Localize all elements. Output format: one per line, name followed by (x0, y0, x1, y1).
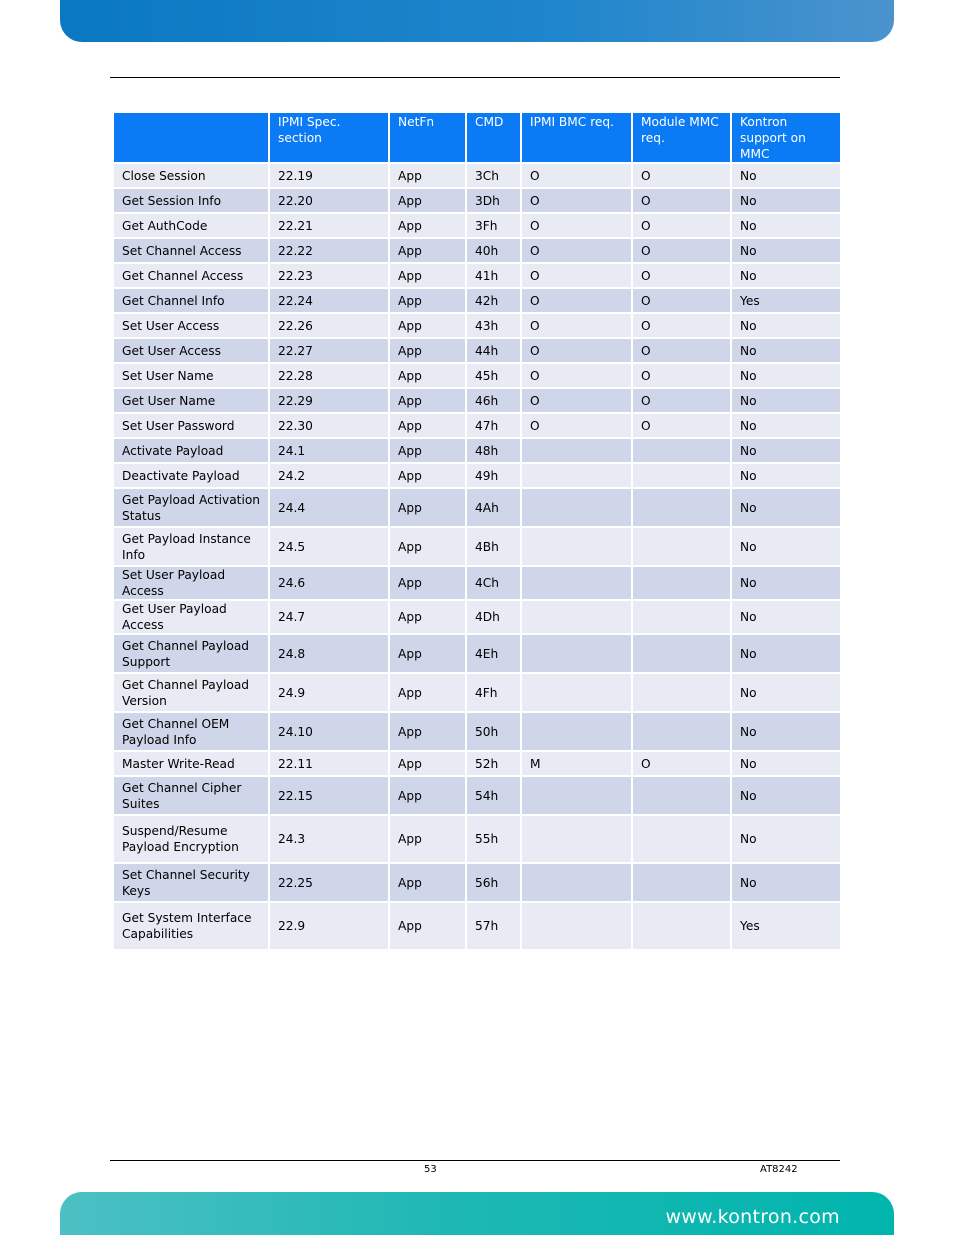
cell-mmc-req (631, 901, 730, 949)
cell-command: Get Channel Payload Support (114, 633, 268, 672)
cell-command: Get User Name (114, 387, 268, 412)
cell-mmc-req: O (631, 262, 730, 287)
table-row (114, 462, 840, 487)
cell-cmd: 47h (465, 412, 520, 437)
cell-bmc-req (520, 565, 631, 599)
cell-kontron-support: No (730, 362, 840, 387)
table-header-row (114, 113, 840, 162)
cell-bmc-req (520, 462, 631, 487)
cell-netfn: App (388, 337, 465, 362)
cell-kontron-support: No (730, 633, 840, 672)
table-body (114, 162, 840, 949)
cell-spec-section: 24.10 (268, 711, 388, 750)
cell-kontron-support: No (730, 162, 840, 187)
bottom-banner (60, 1192, 894, 1235)
cell-command: Get User Access (114, 337, 268, 362)
cell-cmd: 44h (465, 337, 520, 362)
cell-netfn: App (388, 633, 465, 672)
cell-cmd: 4Dh (465, 599, 520, 633)
cell-kontron-support: No (730, 387, 840, 412)
cell-spec-section: 22.11 (268, 750, 388, 775)
cell-mmc-req (631, 633, 730, 672)
cell-kontron-support: No (730, 672, 840, 711)
table-row (114, 212, 840, 237)
cell-bmc-req: O (520, 187, 631, 212)
cell-command: Get Payload Instance Info (114, 526, 268, 565)
cell-spec-section: 22.27 (268, 337, 388, 362)
header-spec-section: IPMI Spec. section (268, 113, 388, 162)
cell-spec-section: 22.22 (268, 237, 388, 262)
cell-bmc-req: M (520, 750, 631, 775)
cell-cmd: 49h (465, 462, 520, 487)
table-row (114, 337, 840, 362)
cell-bmc-req (520, 814, 631, 862)
cell-bmc-req: O (520, 387, 631, 412)
cell-netfn: App (388, 387, 465, 412)
cell-bmc-req: O (520, 362, 631, 387)
cell-mmc-req (631, 487, 730, 526)
cell-spec-section: 22.26 (268, 312, 388, 337)
cell-cmd: 41h (465, 262, 520, 287)
cell-mmc-req (631, 599, 730, 633)
cell-mmc-req: O (631, 237, 730, 262)
table-row (114, 672, 840, 711)
cell-bmc-req (520, 526, 631, 565)
cell-command: Set User Password (114, 412, 268, 437)
cell-mmc-req (631, 814, 730, 862)
cell-cmd: 46h (465, 387, 520, 412)
cell-mmc-req (631, 672, 730, 711)
header-bmc-req: IPMI BMC req. (520, 113, 631, 162)
cell-spec-section: 22.9 (268, 901, 388, 949)
table-row (114, 814, 840, 862)
cell-netfn: App (388, 462, 465, 487)
cell-kontron-support: No (730, 750, 840, 775)
cell-bmc-req: O (520, 237, 631, 262)
cell-command: Set User Payload Access (114, 565, 268, 599)
cell-cmd: 43h (465, 312, 520, 337)
cell-command: Master Write-Read (114, 750, 268, 775)
cell-command: Get Channel Payload Version (114, 672, 268, 711)
cell-mmc-req: O (631, 187, 730, 212)
cell-kontron-support: No (730, 775, 840, 814)
cell-netfn: App (388, 526, 465, 565)
cell-netfn: App (388, 312, 465, 337)
cell-bmc-req (520, 437, 631, 462)
table-row (114, 312, 840, 337)
cell-netfn: App (388, 212, 465, 237)
cell-kontron-support: No (730, 237, 840, 262)
cell-bmc-req (520, 487, 631, 526)
cell-cmd: 54h (465, 775, 520, 814)
cell-cmd: 4Ch (465, 565, 520, 599)
cell-cmd: 4Fh (465, 672, 520, 711)
cell-spec-section: 24.5 (268, 526, 388, 565)
cell-mmc-req: O (631, 387, 730, 412)
table-row (114, 487, 840, 526)
cell-kontron-support: No (730, 312, 840, 337)
table-row (114, 711, 840, 750)
cell-bmc-req (520, 672, 631, 711)
cell-bmc-req (520, 633, 631, 672)
cell-netfn: App (388, 187, 465, 212)
cell-command: Get Channel Cipher Suites (114, 775, 268, 814)
cell-cmd: 55h (465, 814, 520, 862)
header-kontron-support: Kontron support on MMC (730, 113, 840, 162)
cell-command: Get Session Info (114, 187, 268, 212)
cell-netfn: App (388, 412, 465, 437)
cell-kontron-support: No (730, 814, 840, 862)
cell-spec-section: 24.4 (268, 487, 388, 526)
cell-mmc-req: O (631, 750, 730, 775)
table-row (114, 162, 840, 187)
cell-kontron-support: No (730, 337, 840, 362)
cell-command: Get Payload Activation Status (114, 487, 268, 526)
cell-command: Get User Payload Access (114, 599, 268, 633)
cell-bmc-req: O (520, 287, 631, 312)
header-command (114, 113, 268, 162)
table-row (114, 262, 840, 287)
cell-kontron-support: No (730, 862, 840, 901)
footer-rule (110, 1160, 840, 1161)
table-row (114, 387, 840, 412)
cell-command: Get Channel Access (114, 262, 268, 287)
cell-command: Set User Access (114, 312, 268, 337)
cell-cmd: 48h (465, 437, 520, 462)
cell-spec-section: 24.7 (268, 599, 388, 633)
cell-mmc-req: O (631, 312, 730, 337)
cell-command: Activate Payload (114, 437, 268, 462)
cell-cmd: 4Bh (465, 526, 520, 565)
cell-cmd: 4Eh (465, 633, 520, 672)
table-row (114, 287, 840, 312)
table-row (114, 526, 840, 565)
cell-spec-section: 22.19 (268, 162, 388, 187)
cell-mmc-req: O (631, 212, 730, 237)
table-row (114, 862, 840, 901)
cell-cmd: 3Ch (465, 162, 520, 187)
cell-command: Get Channel Info (114, 287, 268, 312)
cell-netfn: App (388, 599, 465, 633)
cell-spec-section: 22.20 (268, 187, 388, 212)
cell-cmd: 52h (465, 750, 520, 775)
cell-mmc-req (631, 711, 730, 750)
cell-bmc-req (520, 711, 631, 750)
table-row (114, 437, 840, 462)
cell-spec-section: 24.6 (268, 565, 388, 599)
cell-netfn: App (388, 437, 465, 462)
cell-spec-section: 24.2 (268, 462, 388, 487)
cell-spec-section: 24.1 (268, 437, 388, 462)
table-row (114, 362, 840, 387)
cell-kontron-support: No (730, 487, 840, 526)
cell-spec-section: 24.9 (268, 672, 388, 711)
website-link[interactable]: www.kontron.com (665, 1206, 840, 1228)
table-row (114, 187, 840, 212)
cell-mmc-req: O (631, 362, 730, 387)
cell-spec-section: 22.28 (268, 362, 388, 387)
cell-mmc-req: O (631, 162, 730, 187)
cell-kontron-support: No (730, 526, 840, 565)
cell-kontron-support: No (730, 187, 840, 212)
cell-spec-section: 22.30 (268, 412, 388, 437)
cell-spec-section: 22.15 (268, 775, 388, 814)
cell-kontron-support: No (730, 212, 840, 237)
cell-cmd: 4Ah (465, 487, 520, 526)
cell-mmc-req (631, 437, 730, 462)
cell-netfn: App (388, 750, 465, 775)
top-banner (60, 0, 894, 42)
cell-netfn: App (388, 862, 465, 901)
cell-kontron-support: No (730, 462, 840, 487)
cell-bmc-req (520, 599, 631, 633)
cell-spec-section: 22.23 (268, 262, 388, 287)
cell-netfn: App (388, 711, 465, 750)
cell-mmc-req (631, 862, 730, 901)
cell-spec-section: 22.21 (268, 212, 388, 237)
table-row (114, 412, 840, 437)
cell-command: Suspend/Resume Payload Encryption (114, 814, 268, 862)
cell-spec-section: 22.25 (268, 862, 388, 901)
table-row (114, 599, 840, 633)
header-cmd: CMD (465, 113, 520, 162)
header-rule (110, 77, 840, 78)
cell-cmd: 3Fh (465, 212, 520, 237)
table-row (114, 901, 840, 949)
cell-command: Get AuthCode (114, 212, 268, 237)
document-id: AT8242 (760, 1164, 798, 1175)
cell-mmc-req: O (631, 337, 730, 362)
cell-cmd: 42h (465, 287, 520, 312)
cell-kontron-support: No (730, 412, 840, 437)
cell-bmc-req: O (520, 162, 631, 187)
cell-bmc-req: O (520, 312, 631, 337)
cell-spec-section: 22.24 (268, 287, 388, 312)
cell-bmc-req: O (520, 337, 631, 362)
cell-kontron-support: No (730, 262, 840, 287)
cell-netfn: App (388, 775, 465, 814)
cell-cmd: 57h (465, 901, 520, 949)
cell-mmc-req (631, 775, 730, 814)
cell-bmc-req (520, 862, 631, 901)
cell-command: Get System Interface Capabilities (114, 901, 268, 949)
cell-netfn: App (388, 237, 465, 262)
table-row (114, 565, 840, 599)
cell-netfn: App (388, 814, 465, 862)
cell-netfn: App (388, 672, 465, 711)
header-mmc-req: Module MMC req. (631, 113, 730, 162)
cell-kontron-support: No (730, 437, 840, 462)
cell-spec-section: 24.8 (268, 633, 388, 672)
cell-netfn: App (388, 565, 465, 599)
cell-kontron-support: Yes (730, 287, 840, 312)
cell-bmc-req (520, 775, 631, 814)
cell-mmc-req: O (631, 287, 730, 312)
cell-command: Set User Name (114, 362, 268, 387)
cell-kontron-support: No (730, 711, 840, 750)
cell-kontron-support: No (730, 599, 840, 633)
cell-cmd: 50h (465, 711, 520, 750)
table-row (114, 237, 840, 262)
cell-mmc-req (631, 526, 730, 565)
cell-spec-section: 22.29 (268, 387, 388, 412)
cell-mmc-req (631, 565, 730, 599)
cell-command: Get Channel OEM Payload Info (114, 711, 268, 750)
cell-cmd: 40h (465, 237, 520, 262)
cell-netfn: App (388, 262, 465, 287)
cell-mmc-req (631, 462, 730, 487)
cell-bmc-req: O (520, 262, 631, 287)
cell-cmd: 45h (465, 362, 520, 387)
cell-bmc-req: O (520, 412, 631, 437)
cell-mmc-req: O (631, 412, 730, 437)
cell-cmd: 56h (465, 862, 520, 901)
cell-netfn: App (388, 287, 465, 312)
header-netfn: NetFn (388, 113, 465, 162)
cell-netfn: App (388, 487, 465, 526)
cell-bmc-req: O (520, 212, 631, 237)
page-number: 53 (424, 1164, 437, 1175)
cell-command: Set Channel Access (114, 237, 268, 262)
cell-bmc-req (520, 901, 631, 949)
table-row (114, 633, 840, 672)
cell-spec-section: 24.3 (268, 814, 388, 862)
table-row (114, 750, 840, 775)
cell-kontron-support: No (730, 565, 840, 599)
cell-netfn: App (388, 901, 465, 949)
cell-netfn: App (388, 162, 465, 187)
command-table (114, 113, 840, 949)
cell-command: Deactivate Payload (114, 462, 268, 487)
cell-command: Close Session (114, 162, 268, 187)
cell-command: Set Channel Security Keys (114, 862, 268, 901)
cell-kontron-support: Yes (730, 901, 840, 949)
cell-netfn: App (388, 362, 465, 387)
table-row (114, 775, 840, 814)
cell-cmd: 3Dh (465, 187, 520, 212)
